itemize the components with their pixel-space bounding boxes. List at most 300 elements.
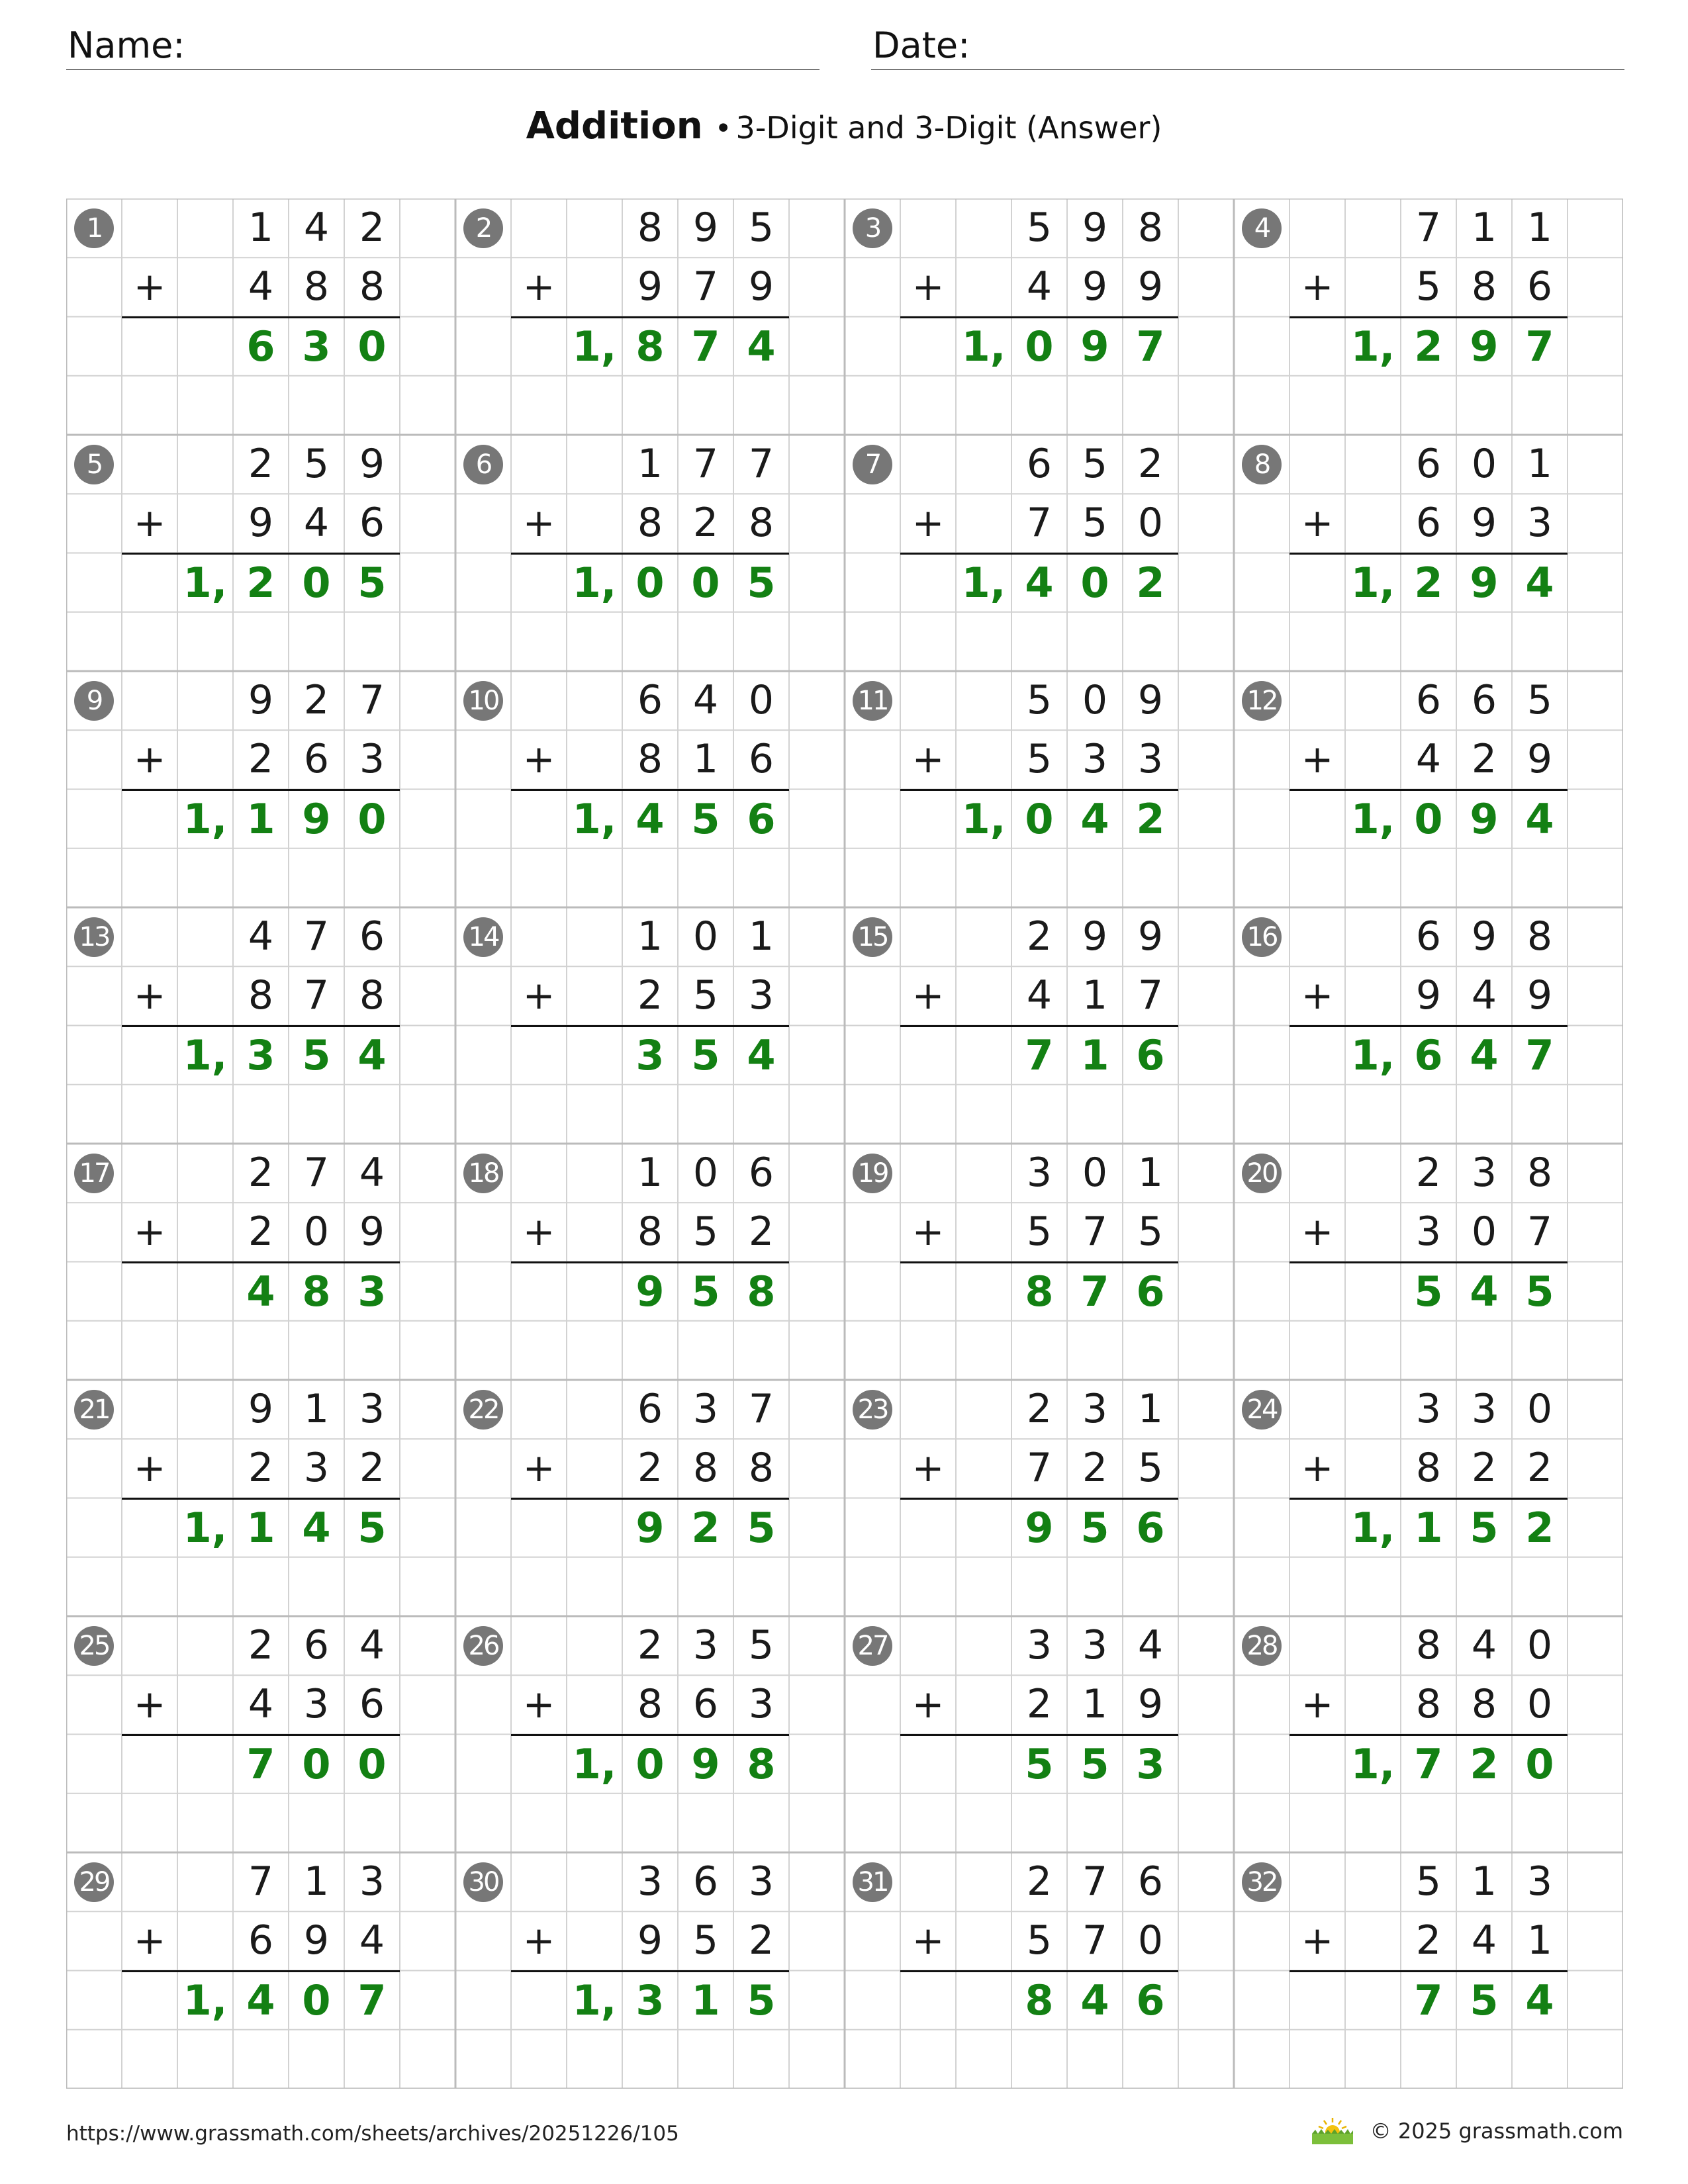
addend-digit: 4 [1415,736,1442,783]
addend-digit: 8 [748,500,774,547]
addend-digit: 8 [1415,1622,1442,1668]
addend-digit: 2 [748,1208,774,1255]
addend-digit: 6 [1415,441,1442,487]
problem-number-badge: 10 [463,681,503,721]
addend-digit: 2 [359,205,385,251]
addend-digit: 5 [1026,736,1053,783]
addend-digit: 9 [359,441,385,487]
addend-digit: 2 [248,1208,274,1255]
plus-sign: + [1301,1682,1334,1727]
addend-digit: 3 [1082,1622,1108,1668]
plus-sign: + [133,264,166,310]
addend-digit: 6 [637,677,663,723]
answer-digit: 9 [691,1739,720,1788]
answer-digit: 4 [1025,558,1054,607]
name-field[interactable] [66,23,820,70]
answer-digit: 5 [1080,1503,1109,1552]
addend-digit: 5 [692,972,719,1019]
answer-digit: 1, [572,1976,617,2025]
addend-digit: 3 [303,1445,330,1492]
addend-digit: 3 [1082,736,1108,783]
answer-digit: 5 [691,1030,720,1079]
answer-digit: 4 [1525,558,1554,607]
addend-digit: 3 [692,1386,719,1432]
addend-digit: 4 [359,1622,385,1668]
plus-sign: + [912,264,945,310]
answer-digit: 9 [1470,794,1499,843]
answer-digit: 7 [246,1739,275,1788]
addend-digit: 1 [1526,205,1553,251]
answer-digit: 1, [961,794,1006,843]
addend-digit: 4 [359,1150,385,1196]
addend-digit: 5 [692,1917,719,1964]
problem-number-badge: 24 [1242,1390,1282,1430]
problem-number-badge: 8 [1242,445,1282,484]
addend-digit: 0 [1471,441,1497,487]
answer-digit: 3 [357,1267,387,1316]
addend-digit: 9 [359,1208,385,1255]
addend-digit: 6 [748,736,774,783]
addend-digit: 0 [1526,1386,1553,1432]
title-separator: • [714,112,732,146]
plus-sign: + [912,1209,945,1255]
problem-number-badge: 30 [463,1862,503,1902]
date-label: Date: [872,24,970,66]
answer-digit: 1, [961,558,1006,607]
answer-digit: 0 [635,558,665,607]
addend-digit: 3 [359,1858,385,1905]
addend-digit: 3 [303,1681,330,1728]
addend-digit: 3 [1471,1386,1497,1432]
addend-digit: 4 [1471,972,1497,1019]
addend-digit: 2 [1082,1445,1108,1492]
answer-digit: 4 [246,1267,275,1316]
plus-sign: + [522,1445,555,1491]
problem-number-badge: 11 [853,681,892,721]
answer-digit: 3 [635,1976,665,2025]
grass-sun-logo-icon [1309,2116,1356,2146]
addend-digit: 1 [1471,1858,1497,1905]
plus-sign: + [1301,264,1334,310]
answer-digit: 4 [357,1030,387,1079]
plus-sign: + [133,1445,166,1491]
answer-digit: 0 [357,322,387,371]
addend-digit: 7 [303,1150,330,1196]
addend-digit: 5 [692,1208,719,1255]
addend-digit: 6 [1415,913,1442,960]
answer-digit: 3 [635,1030,665,1079]
plus-sign: + [912,973,945,1019]
problem-number-badge: 1 [74,208,114,248]
addend-digit: 6 [359,500,385,547]
answer-digit: 2 [1414,322,1443,371]
answer-digit: 5 [1080,1739,1109,1788]
addend-digit: 9 [1137,1681,1164,1728]
addend-digit: 8 [1137,205,1164,251]
answer-digit: 1, [1350,1503,1395,1552]
addend-digit: 5 [1082,500,1108,547]
answer-digit: 5 [747,1503,776,1552]
addend-digit: 6 [692,1681,719,1728]
answer-digit: 5 [302,1030,331,1079]
addend-digit: 8 [1526,1150,1553,1196]
addend-digit: 7 [1082,1208,1108,1255]
answer-digit: 1, [183,558,228,607]
answer-digit: 2 [691,1503,720,1552]
date-field[interactable] [871,23,1624,70]
addend-digit: 4 [248,913,274,960]
addend-digit: 8 [692,1445,719,1492]
answer-digit: 4 [747,1030,776,1079]
answer-digit: 6 [1136,1976,1165,2025]
addend-digit: 2 [1471,736,1497,783]
addend-digit: 0 [1526,1622,1553,1668]
answer-digit: 2 [1525,1503,1554,1552]
answer-digit: 8 [747,1739,776,1788]
answer-digit: 7 [691,322,720,371]
addend-digit: 9 [1082,913,1108,960]
answer-digit: 8 [635,322,665,371]
addend-digit: 2 [1415,1150,1442,1196]
addend-digit: 1 [1082,972,1108,1019]
problem-grid [66,199,1623,2089]
addend-digit: 7 [1026,500,1053,547]
worksheet-title [0,105,1688,148]
addend-digit: 8 [637,500,663,547]
addend-digit: 6 [359,1681,385,1728]
addend-digit: 0 [303,1208,330,1255]
addend-digit: 0 [1137,1917,1164,1964]
answer-digit: 7 [1080,1267,1109,1316]
addend-digit: 4 [248,1681,274,1728]
problem-number-badge: 26 [463,1626,503,1666]
answer-digit: 1, [1350,794,1395,843]
addend-digit: 1 [1526,1917,1553,1964]
answer-digit: 6 [1136,1503,1165,1552]
answer-digit: 7 [1525,322,1554,371]
addend-digit: 1 [303,1858,330,1905]
answer-digit: 1 [1414,1503,1443,1552]
problem-number-badge: 4 [1242,208,1282,248]
addend-digit: 3 [359,736,385,783]
addend-digit: 7 [303,913,330,960]
addend-digit: 7 [359,677,385,723]
addend-digit: 9 [692,205,719,251]
plus-sign: + [133,500,166,546]
addend-digit: 0 [692,1150,719,1196]
answer-digit: 4 [1525,794,1554,843]
addend-digit: 5 [748,1622,774,1668]
addend-digit: 5 [1082,441,1108,487]
addend-digit: 6 [248,1917,274,1964]
addend-digit: 5 [748,205,774,251]
problem-number-badge: 2 [463,208,503,248]
addend-digit: 3 [1415,1386,1442,1432]
addend-digit: 1 [1526,441,1553,487]
addend-digit: 5 [1026,1917,1053,1964]
answer-digit: 0 [1414,794,1443,843]
plus-sign: + [1301,500,1334,546]
addend-digit: 7 [248,1858,274,1905]
answer-digit: 5 [1470,1976,1499,2025]
addend-digit: 7 [1415,205,1442,251]
plus-sign: + [522,1918,555,1964]
problem-number-badge: 22 [463,1390,503,1430]
answer-digit: 5 [357,1503,387,1552]
addend-digit: 1 [1471,205,1497,251]
answer-digit: 1 [246,794,275,843]
addend-digit: 3 [748,1858,774,1905]
addend-digit: 4 [1471,1622,1497,1668]
answer-digit: 8 [1025,1267,1054,1316]
answer-digit: 8 [747,1267,776,1316]
title-main: Addition [526,105,703,148]
addend-digit: 8 [1415,1445,1442,1492]
plus-sign: + [133,1918,166,1964]
problem-number-badge: 31 [853,1862,892,1902]
addend-digit: 6 [303,736,330,783]
addend-digit: 3 [1026,1622,1053,1668]
addend-digit: 3 [748,1681,774,1728]
problem-number-badge: 13 [74,917,114,957]
answer-digit: 1, [183,794,228,843]
answer-digit: 6 [747,794,776,843]
title-subtitle: 3-Digit and 3-Digit (Answer) [735,110,1162,146]
addend-digit: 2 [1137,441,1164,487]
addend-digit: 2 [248,441,274,487]
addend-digit: 4 [1137,1622,1164,1668]
addend-digit: 4 [248,263,274,310]
addend-digit: 4 [303,500,330,547]
problem-number-badge: 14 [463,917,503,957]
answer-digit: 6 [1136,1267,1165,1316]
addend-digit: 1 [1137,1386,1164,1432]
answer-digit: 6 [1136,1030,1165,1079]
addend-digit: 0 [1082,1150,1108,1196]
addend-digit: 9 [248,500,274,547]
answer-digit: 1 [246,1503,275,1552]
answer-digit: 6 [246,322,275,371]
answer-digit: 5 [691,794,720,843]
addend-digit: 2 [248,1445,274,1492]
problem-number-badge: 27 [853,1626,892,1666]
addend-digit: 8 [637,1681,663,1728]
addend-digit: 2 [1026,1386,1053,1432]
answer-digit: 5 [691,1267,720,1316]
answer-digit: 3 [302,322,331,371]
answer-digit: 0 [1025,794,1054,843]
answer-digit: 7 [1414,1976,1443,2025]
addend-digit: 7 [1026,1445,1053,1492]
answer-digit: 7 [1136,322,1165,371]
plus-sign: + [1301,737,1334,782]
addend-digit: 7 [1082,1858,1108,1905]
addend-digit: 8 [1415,1681,1442,1728]
addend-digit: 2 [1026,1681,1053,1728]
addend-digit: 1 [637,441,663,487]
problem-number-badge: 17 [74,1154,114,1193]
plus-sign: + [133,1209,166,1255]
addend-digit: 3 [1526,500,1553,547]
addend-digit: 9 [1526,736,1553,783]
addend-digit: 8 [637,1208,663,1255]
addend-digit: 9 [1082,263,1108,310]
plus-sign: + [133,973,166,1019]
answer-digit: 5 [1414,1267,1443,1316]
answer-digit: 1, [572,1739,617,1788]
addend-digit: 3 [1415,1208,1442,1255]
answer-digit: 1 [1080,1030,1109,1079]
answer-digit: 2 [1136,794,1165,843]
addend-digit: 7 [1526,1208,1553,1255]
addend-digit: 2 [248,1150,274,1196]
addend-digit: 9 [1526,972,1553,1019]
addend-digit: 2 [1026,1858,1053,1905]
plus-sign: + [912,1918,945,1964]
addend-digit: 3 [637,1858,663,1905]
addend-digit: 3 [359,1386,385,1432]
addend-digit: 7 [748,441,774,487]
addend-digit: 2 [637,972,663,1019]
footer-branding [1309,2116,1623,2146]
problem-number-badge: 5 [74,445,114,484]
answer-digit: 2 [1136,558,1165,607]
addend-digit: 3 [1471,1150,1497,1196]
answer-digit: 0 [1525,1739,1554,1788]
addend-digit: 5 [303,441,330,487]
addend-digit: 2 [1415,1917,1442,1964]
name-label: Name: [68,24,185,66]
problem-number-badge: 19 [853,1154,892,1193]
answer-digit: 7 [357,1976,387,2025]
problem-number-badge: 18 [463,1154,503,1193]
copyright-text: © 2025 grassmath.com [1370,2118,1623,2144]
addend-digit: 4 [1026,972,1053,1019]
answer-digit: 4 [1080,794,1109,843]
addend-digit: 5 [1026,1208,1053,1255]
addend-digit: 8 [637,205,663,251]
addend-digit: 7 [1137,972,1164,1019]
problem-number-badge: 23 [853,1390,892,1430]
answer-digit: 1, [1350,322,1395,371]
addend-digit: 1 [637,1150,663,1196]
answer-digit: 5 [1470,1503,1499,1552]
answer-digit: 5 [747,1976,776,2025]
answer-digit: 9 [1470,322,1499,371]
addend-digit: 2 [248,736,274,783]
problem-number-badge: 32 [1242,1862,1282,1902]
addend-digit: 7 [1082,1917,1108,1964]
answer-digit: 0 [1025,322,1054,371]
addend-digit: 4 [1026,263,1053,310]
problem-number-badge: 7 [853,445,892,484]
addend-digit: 5 [1137,1445,1164,1492]
addend-digit: 8 [303,263,330,310]
footer-url: https://www.grassmath.com/sheets/archives/20251226/105 [66,2122,679,2146]
plus-sign: + [522,1209,555,1255]
plus-sign: + [1301,1445,1334,1491]
plus-sign: + [912,1682,945,1727]
addend-digit: 4 [303,205,330,251]
problem-number-badge: 20 [1242,1154,1282,1193]
addend-digit: 5 [1526,677,1553,723]
addend-digit: 6 [303,1622,330,1668]
addend-digit: 9 [303,1917,330,1964]
addend-digit: 7 [748,1386,774,1432]
addend-digit: 2 [303,677,330,723]
addend-digit: 9 [1471,500,1497,547]
addend-digit: 2 [637,1622,663,1668]
addend-digit: 8 [637,736,663,783]
addend-digit: 5 [1415,1858,1442,1905]
answer-digit: 0 [691,558,720,607]
answer-digit: 0 [302,1976,331,2025]
answer-digit: 9 [1080,322,1109,371]
answer-digit: 5 [1025,1739,1054,1788]
plus-sign: + [1301,973,1334,1019]
addend-digit: 0 [1137,500,1164,547]
addend-digit: 8 [748,1445,774,1492]
answer-digit: 6 [1414,1030,1443,1079]
plus-sign: + [522,264,555,310]
problem-number-badge: 12 [1242,681,1282,721]
answer-digit: 4 [1470,1267,1499,1316]
addend-digit: 0 [1526,1681,1553,1728]
addend-digit: 1 [1137,1150,1164,1196]
addend-digit: 3 [1026,1150,1053,1196]
answer-digit: 9 [1470,558,1499,607]
addend-digit: 6 [692,1858,719,1905]
addend-digit: 2 [1471,1445,1497,1492]
addend-digit: 6 [1471,677,1497,723]
plus-sign: + [912,737,945,782]
addend-digit: 6 [1526,263,1553,310]
answer-digit: 4 [635,794,665,843]
problem-number-badge: 29 [74,1862,114,1902]
answer-digit: 0 [1080,558,1109,607]
answer-digit: 5 [357,558,387,607]
plus-sign: + [912,500,945,546]
answer-digit: 0 [302,558,331,607]
addend-digit: 6 [1026,441,1053,487]
addend-digit: 7 [692,441,719,487]
addend-digit: 2 [692,500,719,547]
addend-digit: 6 [1137,1858,1164,1905]
addend-digit: 8 [1471,263,1497,310]
answer-digit: 9 [635,1267,665,1316]
answer-digit: 4 [1470,1030,1499,1079]
plus-sign: + [522,973,555,1019]
addend-digit: 8 [1526,913,1553,960]
addend-digit: 5 [1137,1208,1164,1255]
answer-digit: 9 [635,1503,665,1552]
answer-digit: 8 [302,1267,331,1316]
addend-digit: 0 [692,913,719,960]
answer-digit: 5 [1525,1267,1554,1316]
problem-number-badge: 16 [1242,917,1282,957]
addend-digit: 5 [1026,677,1053,723]
addend-digit: 6 [359,913,385,960]
answer-digit: 1, [1350,558,1395,607]
answer-digit: 1 [691,1976,720,2025]
plus-sign: + [522,737,555,782]
answer-digit: 1, [572,322,617,371]
answer-digit: 1, [183,1030,228,1079]
answer-digit: 2 [1470,1739,1499,1788]
addend-digit: 7 [303,972,330,1019]
answer-digit: 4 [1080,1976,1109,2025]
answer-digit: 4 [747,322,776,371]
